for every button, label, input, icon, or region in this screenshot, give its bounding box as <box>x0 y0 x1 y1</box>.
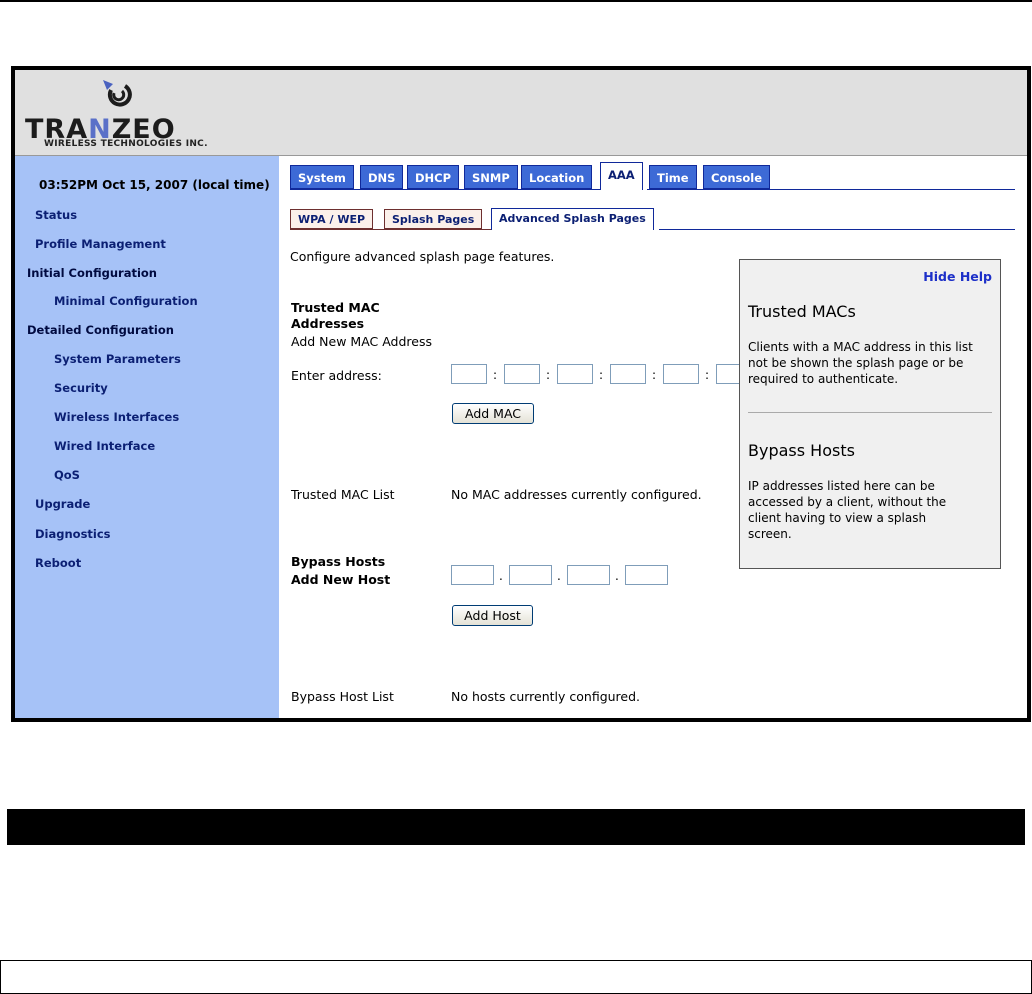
sidebar-item-initial-configuration[interactable]: Initial Configuration <box>27 266 157 280</box>
help-trusted-macs-line2: not be shown the splash page or be <box>748 356 964 370</box>
help-bypass-hosts-line1: IP addresses listed here can be <box>748 479 935 493</box>
tab-baseline-left <box>290 189 600 190</box>
mac-octet-5-input[interactable] <box>663 364 699 384</box>
add-mac-label: Add New MAC Address <box>291 334 433 349</box>
browser-screenshot-frame <box>11 66 1031 722</box>
host-octet-3-input[interactable] <box>567 565 610 585</box>
tab-aaa[interactable]: AAA <box>600 162 643 190</box>
top-rule <box>0 0 1032 2</box>
mac-separator-1: : <box>493 368 498 382</box>
host-octet-1-input[interactable] <box>451 565 494 585</box>
mac-octet-1-input[interactable] <box>451 364 487 384</box>
help-divider <box>748 412 992 413</box>
subtab-bar <box>290 208 1015 232</box>
sidebar-item-profile-management[interactable]: Profile Management <box>35 237 166 251</box>
subtab-baseline-right <box>659 229 1015 230</box>
logo-wordmark: TRANZEO <box>25 114 176 145</box>
subtab-baseline-left <box>290 229 491 230</box>
sidebar-item-minimal-configuration[interactable]: Minimal Configuration <box>54 294 198 308</box>
sidebar-item-wireless-interfaces[interactable]: Wireless Interfaces <box>54 410 180 424</box>
enter-address-label: Enter address: <box>291 368 382 383</box>
sidebar-item-upgrade[interactable]: Upgrade <box>35 497 91 511</box>
bypass-host-list-value: No hosts currently configured. <box>451 689 641 704</box>
sidebar-item-detailed-configuration[interactable]: Detailed Configuration <box>27 323 174 337</box>
mac-octet-2-input[interactable] <box>504 364 540 384</box>
mac-octet-3-input[interactable] <box>557 364 593 384</box>
section-black-bar <box>7 809 1025 845</box>
help-trusted-macs-title: Trusted MACs <box>748 302 856 321</box>
sidebar-item-diagnostics[interactable]: Diagnostics <box>35 527 111 541</box>
ip-separator-2: . <box>557 569 561 583</box>
main-content <box>279 156 1027 718</box>
trusted-mac-list-label: Trusted MAC List <box>291 487 395 502</box>
tab-time[interactable]: Time <box>649 165 697 189</box>
add-mac-button[interactable]: Add MAC <box>452 403 534 424</box>
sidebar-item-status[interactable]: Status <box>35 208 78 222</box>
mac-octet-4-input[interactable] <box>610 364 646 384</box>
logo-swirl-icon <box>99 78 139 114</box>
help-bypass-hosts-title: Bypass Hosts <box>748 441 855 460</box>
add-host-button[interactable]: Add Host <box>452 605 533 626</box>
subtab-wpa-wep[interactable]: WPA / WEP <box>290 209 373 229</box>
tab-location[interactable]: Location <box>521 165 592 189</box>
mac-separator-4: : <box>652 368 657 382</box>
sidebar-item-security[interactable]: Security <box>54 381 108 395</box>
logo-tagline: WIRELESS TECHNOLOGIES INC. <box>44 139 208 149</box>
tab-baseline-right <box>647 189 1015 190</box>
help-bypass-hosts-line4: screen. <box>748 527 792 541</box>
help-panel <box>739 259 1001 569</box>
help-bypass-hosts-line3: client having to view a splash <box>748 511 927 525</box>
host-octet-2-input[interactable] <box>509 565 552 585</box>
trusted-mac-heading-line1: Trusted MAC <box>291 300 380 315</box>
help-trusted-macs-line1: Clients with a MAC address in this list <box>748 340 973 354</box>
add-new-host-label: Add New Host <box>291 572 391 587</box>
intro-text: Configure advanced splash page features. <box>290 249 555 264</box>
host-octet-4-input[interactable] <box>625 565 668 585</box>
ip-separator-1: . <box>499 569 503 583</box>
local-time: 03:52PM Oct 15, 2007 (local time) <box>39 178 270 192</box>
trusted-mac-heading-line2: Addresses <box>291 316 365 331</box>
mac-separator-2: : <box>546 368 551 382</box>
sidebar-item-wired-interface[interactable]: Wired Interface <box>54 439 156 453</box>
bypass-hosts-heading: Bypass Hosts <box>291 554 386 569</box>
tab-dns[interactable]: DNS <box>360 165 403 189</box>
bypass-host-list-label: Bypass Host List <box>291 689 394 704</box>
hide-help-link[interactable]: Hide Help <box>923 269 992 284</box>
help-bypass-hosts-line2: accessed by a client, without the <box>748 495 947 509</box>
sidebar <box>15 156 279 718</box>
mac-separator-5: : <box>705 368 710 382</box>
mac-separator-3: : <box>599 368 604 382</box>
trusted-mac-list-value: No MAC addresses currently configured. <box>451 487 702 502</box>
tab-system[interactable]: System <box>290 165 354 189</box>
subtab-advanced-splash-pages[interactable]: Advanced Splash Pages <box>491 208 654 230</box>
tab-dhcp[interactable]: DHCP <box>407 165 459 189</box>
sidebar-item-qos[interactable]: QoS <box>54 468 80 482</box>
tab-console[interactable]: Console <box>703 165 770 189</box>
tab-snmp[interactable]: SNMP <box>464 165 518 189</box>
subtab-splash-pages[interactable]: Splash Pages <box>384 209 482 229</box>
sidebar-item-system-parameters[interactable]: System Parameters <box>54 352 181 366</box>
help-trusted-macs-line3: required to authenticate. <box>748 372 899 386</box>
sidebar-item-reboot[interactable]: Reboot <box>35 556 82 570</box>
footer-box <box>0 960 1032 994</box>
tab-bar <box>290 165 1015 193</box>
header <box>15 70 1027 156</box>
ip-separator-3: . <box>615 569 619 583</box>
